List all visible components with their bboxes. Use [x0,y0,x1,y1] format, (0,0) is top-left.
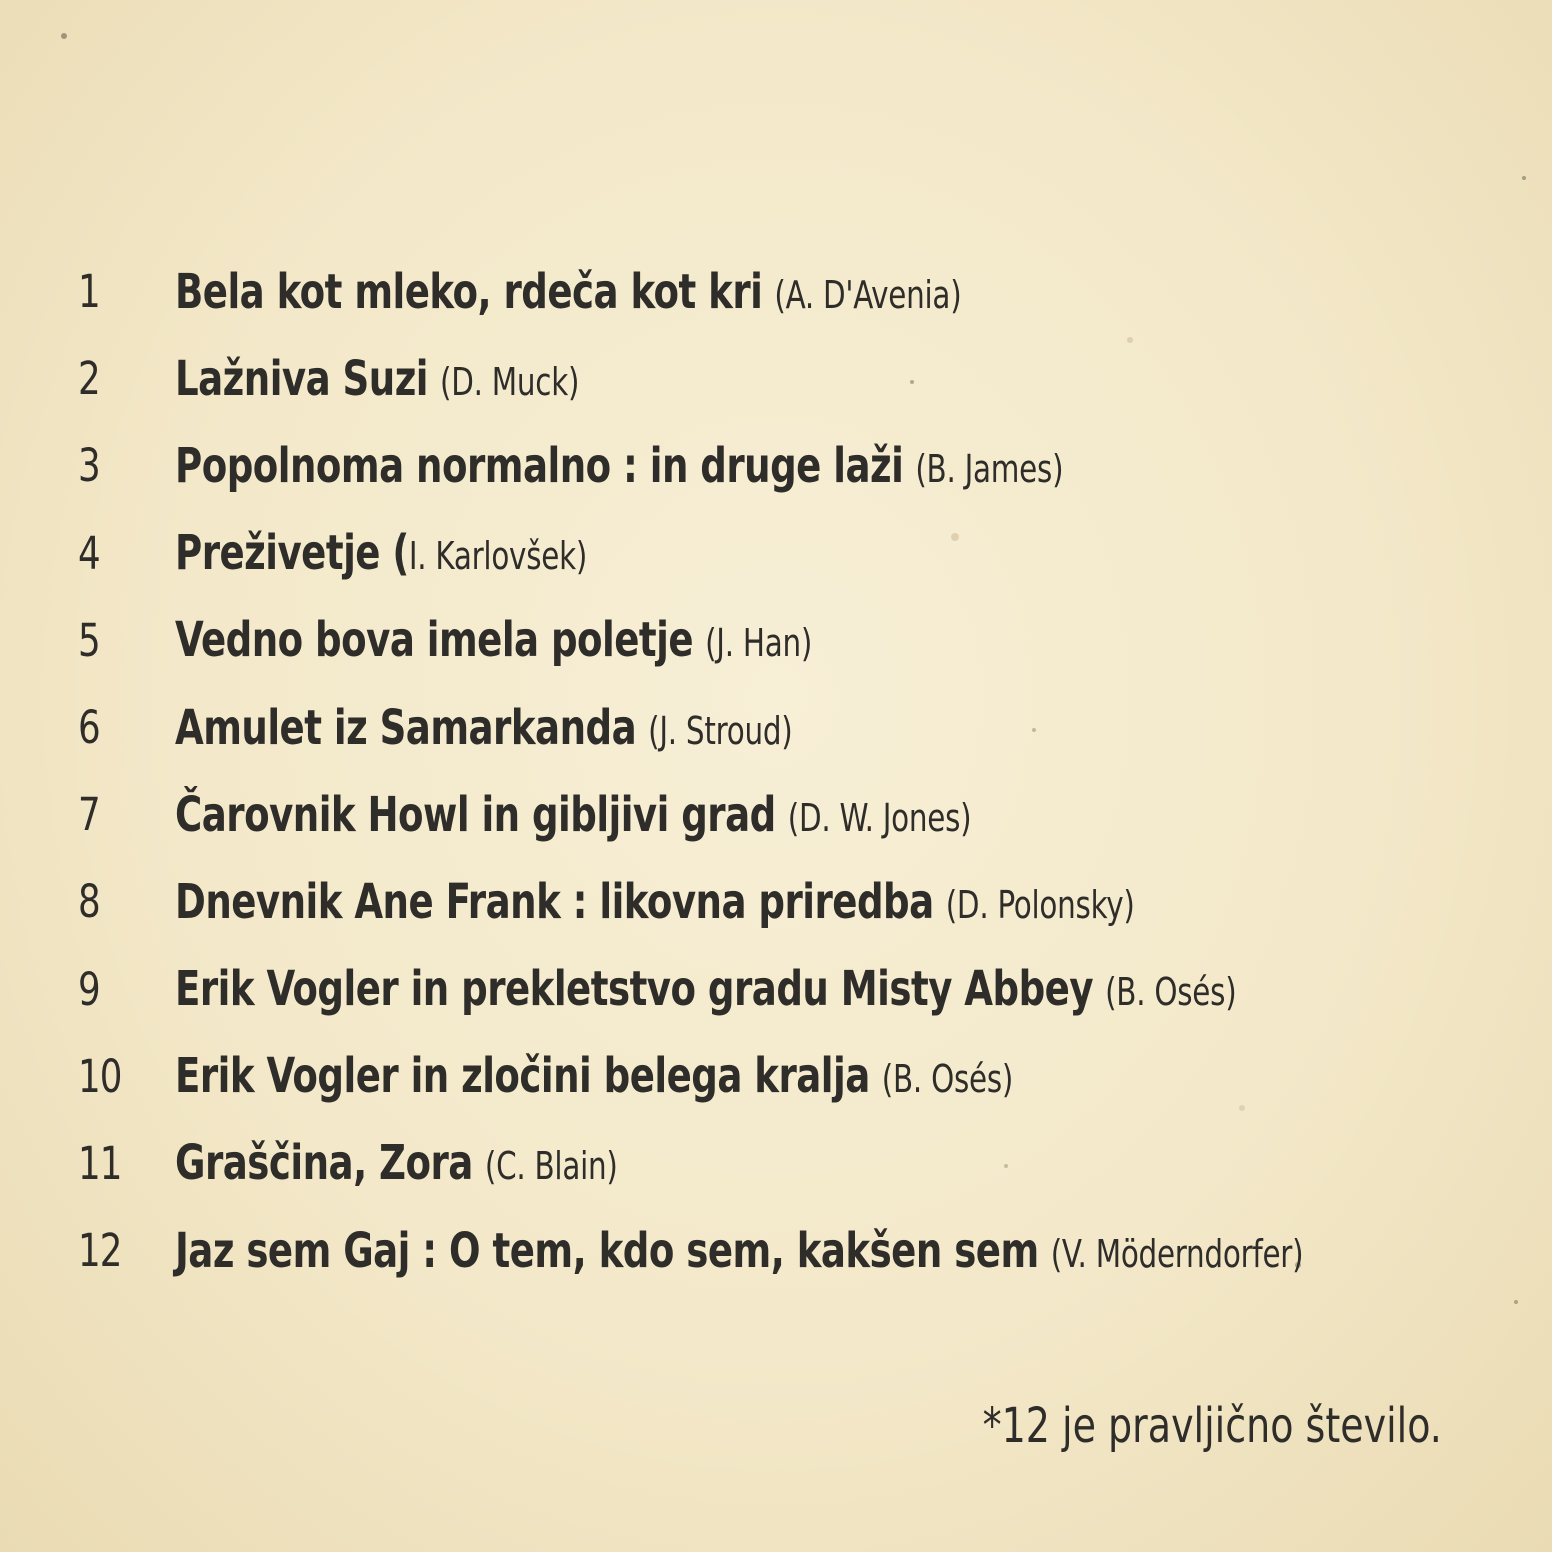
book-entry [175,612,812,668]
book-entry [175,1048,1013,1104]
book-entry [175,525,587,581]
book-list [78,248,1498,1294]
footnote: *12 je pravljično število. [982,1398,1442,1454]
book-number: 5 [78,613,100,667]
book-author: (D. Muck) [440,359,580,404]
book-list-item [78,684,1498,771]
book-list-item [78,946,1498,1033]
book-entry [175,438,1063,494]
book-list-item [78,1207,1498,1294]
paper-speck [1514,1300,1518,1304]
book-entry [175,1223,1303,1279]
book-title: Erik Vogler in prekletstvo gradu Misty Abbey [175,961,1094,1018]
book-title: Jaz sem Gaj : O tem, kdo sem, kakšen sem [175,1222,1039,1279]
book-list-item [78,1120,1498,1207]
book-title: Amulet iz Samarkanda [175,699,637,756]
book-author: I. Karlovšek) [408,534,588,579]
book-list-item [78,248,1498,335]
book-number: 12 [78,1224,122,1278]
book-entry [175,787,971,843]
book-number: 3 [78,439,100,493]
book-author: (C. Blain) [484,1144,618,1189]
book-number: 2 [78,352,100,406]
book-title: Dnevnik Ane Frank : likovna priredba [175,873,934,930]
book-entry [175,264,961,320]
book-title: Vedno bova imela poletje [175,612,694,669]
book-author: (D. Polonsky) [945,882,1135,927]
book-entry [175,1135,618,1191]
book-author: (B. James) [915,446,1064,491]
book-author: (J. Stroud) [648,708,793,753]
book-title: Bela kot mleko, rdeča kot kri [175,263,763,320]
book-title: Preživetje ( [175,525,409,582]
book-list-item [78,510,1498,597]
book-list-item [78,1033,1498,1120]
book-number: 6 [78,701,100,755]
book-entry [175,351,579,407]
book-title: Lažniva Suzi [175,350,429,407]
book-number: 1 [78,265,100,319]
book-number: 10 [78,1049,122,1103]
book-title: Čarovnik Howl in gibljivi grad [175,786,776,843]
book-author: (B. Osés) [1105,970,1237,1015]
paper-speck [1522,176,1526,180]
book-author: (V. Möderndorfer) [1050,1231,1304,1276]
book-list-item [78,422,1498,509]
book-number: 7 [78,788,100,842]
book-number: 4 [78,526,100,580]
book-title: Graščina, Zora [175,1135,473,1192]
book-list-item [78,335,1498,422]
book-number: 11 [78,1136,122,1190]
book-list-item [78,597,1498,684]
book-entry [175,874,1135,930]
book-author: (A. D'Avenia) [774,272,962,317]
book-entry [175,700,792,756]
book-list-item [78,858,1498,945]
paper-speck [61,33,67,39]
book-author: (D. W. Jones) [787,795,972,840]
book-title: Popolnoma normalno : in druge laži [175,437,904,494]
book-author: (J. Han) [705,621,813,666]
book-list-item [78,771,1498,858]
book-number: 9 [78,962,100,1016]
book-author: (B. Osés) [881,1057,1014,1102]
book-number: 8 [78,875,100,929]
book-entry [175,961,1236,1017]
book-title: Erik Vogler in zločini belega kralja [175,1048,870,1105]
